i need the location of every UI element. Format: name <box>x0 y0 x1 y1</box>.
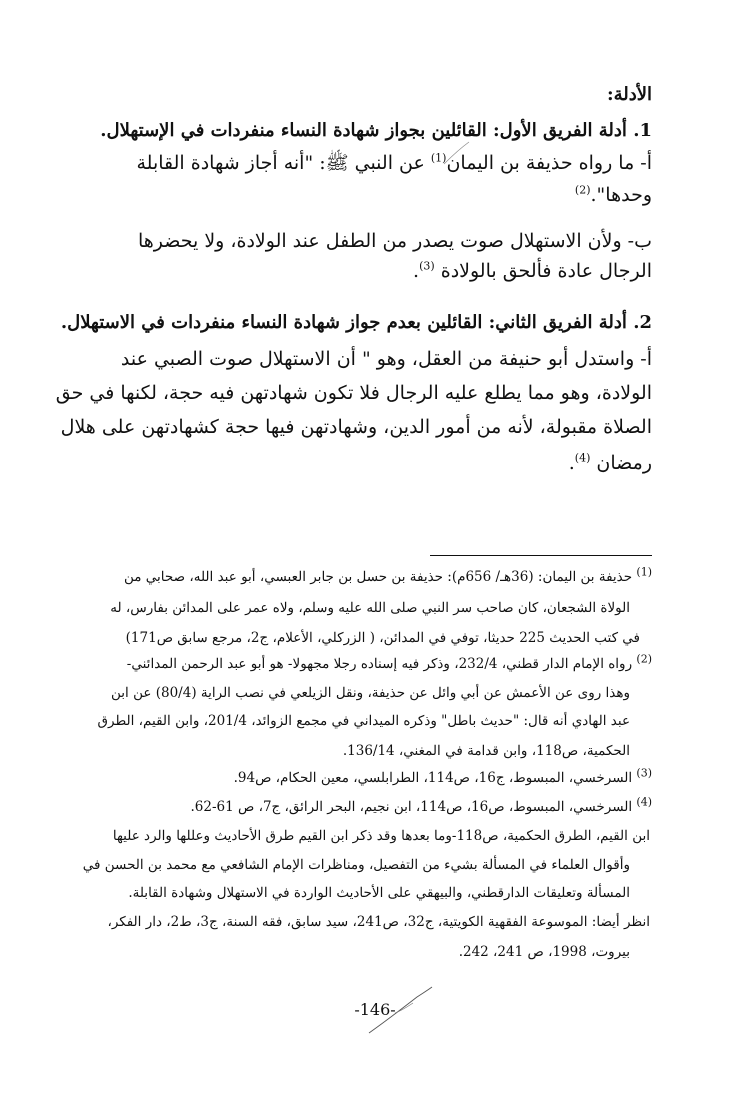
footnote-ref-2: (2) <box>574 183 591 197</box>
footnote-ref-4: (4) <box>574 451 591 465</box>
footnote-extra-line2: وأقوال العلماء في المسألة بشيء من التفصيل، ومناظرات الإمام الشافعي مع محمد بن الحسن في <box>82 857 630 873</box>
footnote-3-line1 <box>95 766 652 786</box>
page-number: -146- <box>354 1000 396 1019</box>
evidence-heading: الأدلة: <box>606 84 652 105</box>
group2-a-line4 <box>100 451 652 474</box>
footnote-1-line2: الولاة الشجعان، كان صاحب سر النبي صلى الله عليه وسلم، ولاه عمر على المدائن بفارس، له <box>110 600 630 616</box>
footnote-3-marker: (3) <box>636 766 652 780</box>
group1-b-period: . <box>413 260 420 282</box>
group2-heading: 2. أدلة الفريق الثاني: القائلين بعدم جواز شهادة النساء منفردات في الاستهلال. <box>60 312 652 333</box>
group1-b-line2 <box>100 259 652 282</box>
footnote-1-marker: (1) <box>636 565 652 579</box>
footnote-ref-3: (3) <box>419 259 435 273</box>
pen-stroke-mark-top <box>442 140 472 166</box>
footnote-2-line2: وهذا روى عن الأعمش عن أبي وائل عن حذيفة، ونقل الزيلعي في نصب الراية (80/4) عن ابن <box>111 685 630 701</box>
group1-b-text-end: الرجال عادة فألحق بالولادة <box>440 260 652 282</box>
group2-a-line3: الصلاة مقبولة، لأنه من أمور الدين، وشهادتهن فيها حجة كشهادتهن على هلال <box>60 416 652 438</box>
footnote-2-line3: عبد الهادي أنه قال: "حديث باطل" وذكره الميداني في مجمع الزوائد، 201/4، وابن القيم، الطرق <box>97 713 630 729</box>
footnote-4-text: السرخسي، المبسوط، ص16، ص114، ابن نجيم، البحر الرائق، ج7، ص 61-62. <box>190 799 633 815</box>
footnote-2-text: رواه الإمام الدار قطني، 232/4، وذكر فيه إسناده رجلا مجهولا- هو أبو عبد الرحمن المدائني- <box>126 656 633 672</box>
group2-a-line1: أ- واستدل أبو حنيفة من العقل، وهو " أن الاستهلال صوت الصبي عند <box>120 348 652 370</box>
group2-a-period: . <box>568 452 575 474</box>
footnote-1-line3: في كتب الحديث 225 حديثا، توفي في المدائن، ( الزركلي، الأعلام، ج2، مرجع سابق ص171) <box>125 630 640 646</box>
footnote-3-text: السرخسي، المبسوط، ج16، ص114، الطرابلسي، معين الحكام، ص94. <box>233 770 633 786</box>
footnote-1-line1 <box>95 565 652 585</box>
group1-a-line2 <box>100 183 652 206</box>
footnote-4-line1 <box>95 795 652 815</box>
group1-a-text-end: وحدها". <box>590 184 652 206</box>
footnote-4-marker: (4) <box>636 795 652 809</box>
footnote-extra-line4: انظر أيضا: الموسوعة الفقهية الكويتية، ج32، ص241، سيد سابق، فقه السنة، ج3، ط2، دار الفكر، <box>107 914 650 930</box>
footnote-1-text: حذيفة بن اليمان: (36هـ/ 656م): حذيفة بن حسل بن جابر العبسي، أبو عبد الله، صحابي من <box>123 569 633 585</box>
footnote-separator <box>430 555 652 556</box>
group1-b-line1: ب- ولأن الاستهلال صوت يصدر من الطفل عند الولادة، ولا يحضرها <box>137 230 652 252</box>
footnote-2-line4: الحكمية، ص118، وابن قدامة في المغني، 136/14. <box>342 743 630 759</box>
pen-stroke-mark <box>365 985 435 1035</box>
group2-a-text-end: رمضان <box>596 452 652 474</box>
footnote-extra-line5: بيروت، 1998، ص 241، 242. <box>458 944 630 960</box>
footnote-extra-line1: ابن القيم، الطرق الحكمية، ص118-وما بعدها وقد ذكر ابن القيم طرق الأحاديث وعللها والرد عليها <box>112 828 650 844</box>
group1-heading: 1. أدلة الفريق الأول: القائلين بجواز شهادة النساء منفردات في الإستهلال. <box>100 120 652 141</box>
group1-a-line1 <box>100 151 652 174</box>
footnote-ref-1: (1) <box>430 151 447 165</box>
group1-a-text-pre: أ- ما رواه حذيفة بن اليمان <box>446 152 652 174</box>
footnote-extra-line3: المسألة وتعليقات الدارقطني، والبيهقي على الأحاديث الواردة في الاستهلال وشهادة القابلة. <box>128 885 630 901</box>
footnote-2-marker: (2) <box>636 652 652 666</box>
group2-a-line2: الولادة، وهو مما يطلع عليه الرجال فلا تكون شهادتهن فيه حجة، لكنها في حق <box>55 382 652 404</box>
footnote-2-line1 <box>95 652 652 672</box>
group1-a-text-post: عن النبي ﷺ: "أنه أجاز شهادة القابلة <box>136 152 431 174</box>
